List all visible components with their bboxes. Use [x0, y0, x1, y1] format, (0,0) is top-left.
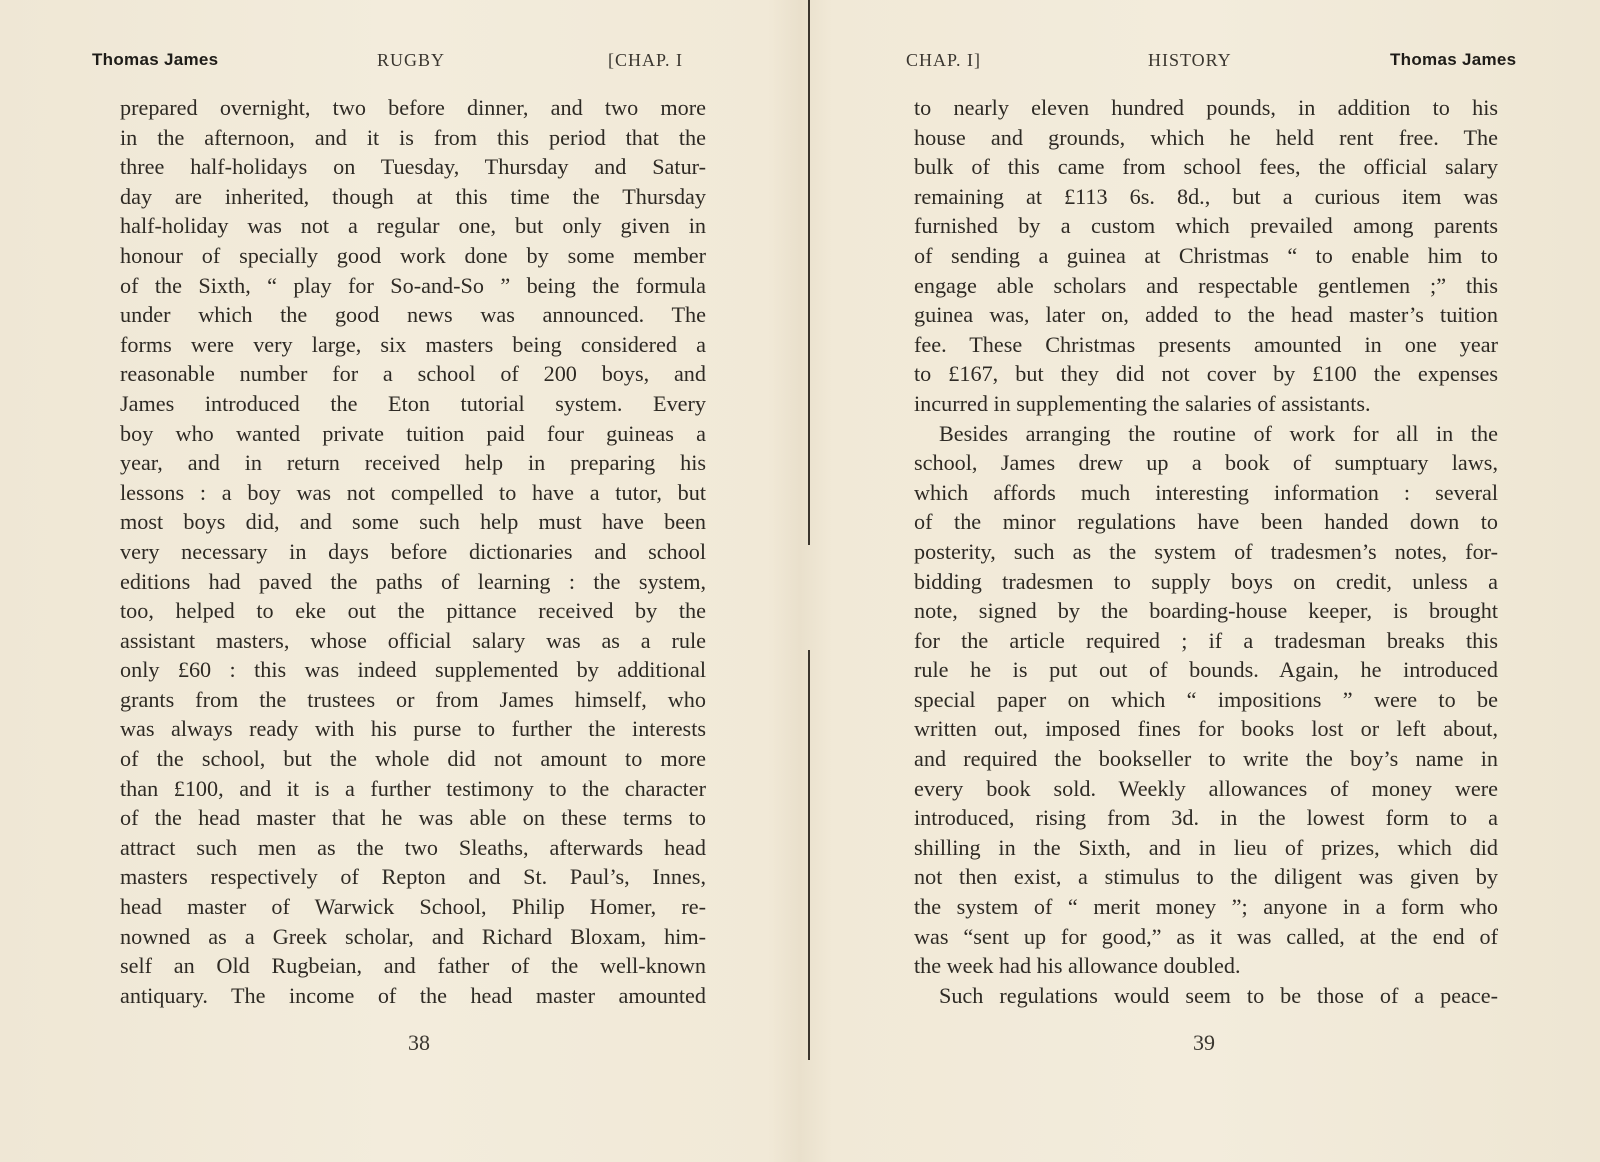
text-line: of the Sixth, “ play for So-and-So ” being the formula	[120, 272, 706, 298]
text-line: of the head master that he was able on these terms to	[120, 805, 706, 831]
left-running-title: RUGBY	[377, 50, 446, 70]
text-line: three half-holidays on Tuesday, Thursday and Satur-	[120, 154, 706, 180]
text-line: house and grounds, which he held rent free. The	[914, 124, 1498, 150]
text-line: incurred in supplementing the salaries of assistants.	[914, 390, 1371, 416]
text-line: remaining at £113 6s. 8d., but a curious item was	[914, 183, 1498, 209]
text-line: day are inherited, though at this time the Thursday	[120, 183, 706, 209]
text-line: was “sent up for good,” as it was called, at the end of	[914, 923, 1498, 949]
text-line: the week had his allowance doubled.	[914, 953, 1241, 979]
text-line: was always ready with his purse to further the interests	[120, 716, 706, 742]
text-line: too, helped to eke out the pittance received by the	[120, 598, 706, 624]
text-line: of the school, but the whole did not amount to more	[120, 746, 706, 772]
text-line: self an Old Rugbeian, and father of the well-known	[120, 953, 706, 979]
text-line: written out, imposed fines for books lost or left about,	[914, 716, 1498, 742]
text-line: Besides arranging the routine of work for all in the	[939, 420, 1498, 446]
text-line: note, signed by the boarding-house keeper, is brought	[914, 598, 1498, 624]
text-line: James introduced the Eton tutorial system. Every	[120, 390, 706, 416]
text-line: most boys did, and some such help must have been	[120, 509, 706, 535]
right-body-text	[914, 93, 1498, 1010]
right-page-number: 39	[1193, 1030, 1215, 1055]
text-line: to nearly eleven hundred pounds, in addition to his	[914, 95, 1498, 120]
text-line: fee. These Christmas presents amounted in one year	[914, 331, 1498, 357]
left-running-chapter: [CHAP. I	[608, 50, 684, 70]
text-line: furnished by a custom which prevailed among parents	[914, 213, 1498, 239]
text-line: which affords much interesting information : several	[914, 479, 1498, 505]
text-line: half-holiday was not a regular one, but only given in	[120, 213, 706, 239]
text-line: head master of Warwick School, Philip Homer, re-	[120, 894, 706, 920]
text-line: grants from the trustees or from James himself, who	[120, 686, 706, 712]
text-line: not then exist, a stimulus to the diligent was given by	[914, 864, 1498, 890]
text-line: only £60 : this was indeed supplemented by additional	[120, 657, 706, 683]
text-line: school, James drew up a book of sumptuary laws,	[914, 450, 1498, 476]
text-line: of the minor regulations have been handed down to	[914, 509, 1498, 535]
text-line: to £167, but they did not cover by £100 the expenses	[914, 361, 1498, 387]
text-line: year, and in return received help in preparing his	[120, 450, 706, 476]
text-line: prepared overnight, two before dinner, and two more	[120, 95, 706, 120]
text-line: for the article required ; if a tradesman breaks this	[914, 627, 1498, 653]
right-page	[800, 0, 1600, 1162]
text-line: the system of “ merit money ”; anyone in a form who	[914, 894, 1498, 920]
text-line: antiquary. The income of the head master amounted	[120, 982, 706, 1008]
text-line: and required the bookseller to write the boy’s name in	[914, 746, 1498, 772]
text-line: introduced, rising from 3d. in the lowest form to a	[914, 805, 1498, 831]
text-line: assistant masters, whose official salary was as a rule	[120, 627, 706, 653]
text-line: editions had paved the paths of learning : the system,	[120, 568, 706, 594]
text-line: lessons : a boy was not compelled to have a tutor, but	[120, 479, 706, 505]
text-line: engage able scholars and respectable gentlemen ;” this	[914, 272, 1498, 298]
text-line: honour of specially good work done by some member	[120, 242, 706, 268]
text-line: of sending a guinea at Christmas “ to enable him to	[914, 242, 1498, 268]
text-line: every book sold. Weekly allowances of money were	[914, 775, 1498, 801]
right-running-author: Thomas James	[1390, 50, 1517, 69]
text-line: bulk of this came from school fees, the official salary	[914, 154, 1498, 180]
text-line: rule he is put out of bounds. Again, he introduced	[914, 657, 1498, 683]
text-line: under which the good news was announced. The	[120, 302, 706, 328]
text-line: special paper on which “ impositions ” were to be	[914, 686, 1498, 712]
text-line: in the afternoon, and it is from this period that the	[120, 124, 706, 150]
left-body-text	[120, 93, 706, 1010]
text-line: shilling in the Sixth, and in lieu of prizes, which did	[914, 834, 1498, 860]
text-line: nowned as a Greek scholar, and Richard Bloxam, him-	[120, 923, 706, 949]
left-running-author: Thomas James	[92, 50, 219, 69]
text-line: forms were very large, six masters being considered a	[120, 331, 706, 357]
left-page-number: 38	[408, 1030, 430, 1055]
text-line: reasonable number for a school of 200 boys, and	[120, 361, 706, 387]
text-line: than £100, and it is a further testimony to the character	[120, 775, 706, 801]
text-line: boy who wanted private tuition paid four guineas a	[120, 420, 706, 446]
text-line: attract such men as the two Sleaths, afterwards head	[120, 834, 706, 860]
text-line: posterity, such as the system of tradesmen’s notes, for-	[914, 538, 1498, 564]
text-line: guinea was, later on, added to the head master’s tuition	[914, 302, 1498, 328]
right-running-chapter: CHAP. I]	[906, 50, 982, 70]
right-running-title: HISTORY	[1148, 50, 1232, 70]
text-line: masters respectively of Repton and St. Paul’s, Innes,	[120, 864, 706, 890]
text-line: bidding tradesmen to supply boys on credit, unless a	[914, 568, 1498, 594]
text-line: very necessary in days before dictionaries and school	[120, 538, 706, 564]
text-line: Such regulations would seem to be those of a peace-	[939, 982, 1498, 1008]
